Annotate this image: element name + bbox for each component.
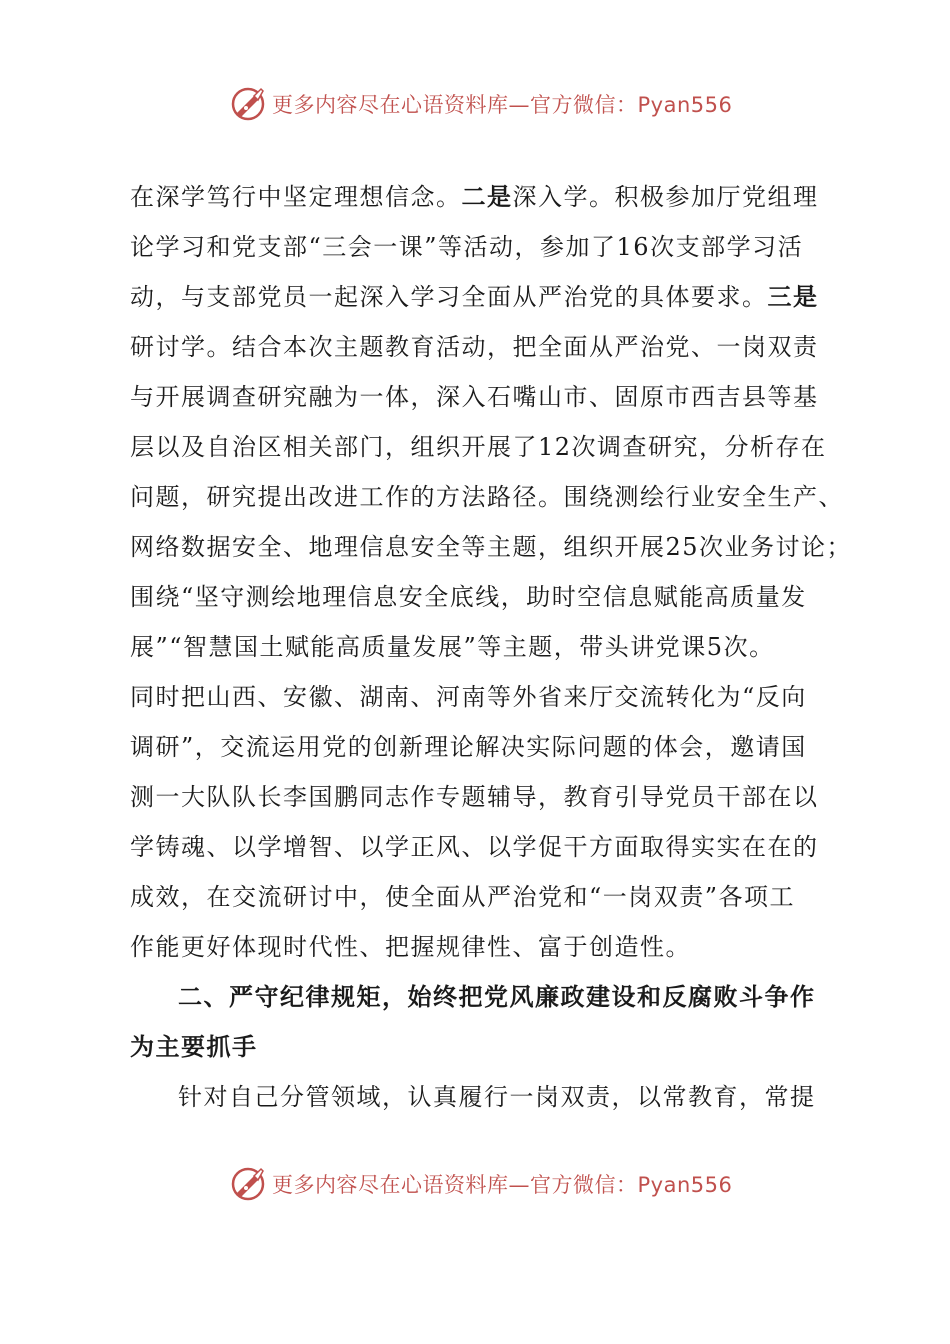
text-line: [130, 972, 835, 1022]
text-segment: 问题，研究提出改进工作的方法路径。围绕测绘行业安全生产、: [130, 483, 844, 511]
text-segment: 测一大队队长李国鹏同志作专题辅导，教育引导党员干部在以: [130, 783, 819, 811]
text-line: [130, 272, 835, 322]
text-line: [130, 372, 835, 422]
text-line: [130, 322, 835, 372]
bold-text-segment: 二、严守纪律规矩，始终把党风廉政建设和反腐败斗争作: [178, 982, 816, 1011]
text-line: [130, 522, 853, 572]
text-line: [130, 872, 835, 922]
text-segment: 针对自己分管领域，认真履行一岗双责，以常教育，常提: [178, 1083, 816, 1111]
text-segment: 展”“智慧国土赋能高质量发展”等主题，带头讲党课5次。: [130, 633, 775, 661]
watermark-banner-top: [228, 82, 732, 126]
text-segment: 论学习和党支部“三会一课”等活动，参加了16次支部学习活: [130, 233, 804, 261]
text-line: [130, 772, 835, 822]
text-line: [130, 1072, 835, 1122]
watermark-banner-bottom: [228, 1162, 732, 1206]
text-segment: 作能更好体现时代性、把握规律性、富于创造性。: [130, 933, 691, 961]
text-segment: 围绕“坚守测绘地理信息安全底线，助时空信息赋能高质量发: [130, 583, 807, 611]
bold-text-segment: 为主要抓手: [130, 1032, 258, 1061]
watermark-text: 更多内容尽在心语资料库—官方微信：Pyan556: [272, 93, 733, 117]
text-line: [130, 822, 835, 872]
text-line: [130, 1022, 835, 1072]
text-line: [130, 672, 835, 722]
watermark-text: 更多内容尽在心语资料库—官方微信：Pyan556: [272, 1173, 733, 1197]
text-segment: 网络数据安全、地理信息安全等主题，组织开展25次业务讨论；: [130, 533, 853, 561]
pen-nib-logo-icon: [228, 84, 268, 124]
pen-nib-logo-icon: [228, 1164, 268, 1204]
text-segment: 与开展调查研究融为一体，深入石嘴山市、固原市西吉县等基: [130, 383, 819, 411]
text-segment: 同时把山西、安徽、湖南、河南等外省来厅交流转化为“反向: [130, 683, 807, 711]
text-segment: 动，与支部党员一起深入学习全面从严治党的具体要求。: [130, 283, 768, 311]
text-segment: 层以及自治区相关部门，组织开展了12次调查研究，分析存在: [130, 433, 827, 461]
text-line: [130, 722, 835, 772]
text-segment: 成效，在交流研讨中，使全面从严治党和“一岗双责”各项工: [130, 883, 796, 911]
document-body: [130, 172, 853, 1122]
text-segment: 在深学笃行中坚定理想信念。: [130, 183, 462, 211]
text-segment: 研讨学。结合本次主题教育活动，把全面从严治党、一岗双责: [130, 333, 819, 361]
text-line: [130, 472, 844, 522]
text-line: [130, 172, 835, 222]
text-line: [130, 622, 835, 672]
text-line: [130, 222, 835, 272]
text-segment: 学铸魂、以学增智、以学正风、以学促干方面取得实实在在的: [130, 833, 819, 861]
bold-text-segment: 三是: [767, 282, 819, 311]
text-segment: 深入学。积极参加厅党组理: [512, 183, 819, 211]
text-line: [130, 422, 835, 472]
bold-text-segment: 二是: [461, 182, 513, 211]
text-segment: 调研”，交流运用党的创新理论解决实际问题的体会，邀请国: [130, 733, 807, 761]
text-line: [130, 922, 835, 972]
text-line: [130, 572, 835, 622]
